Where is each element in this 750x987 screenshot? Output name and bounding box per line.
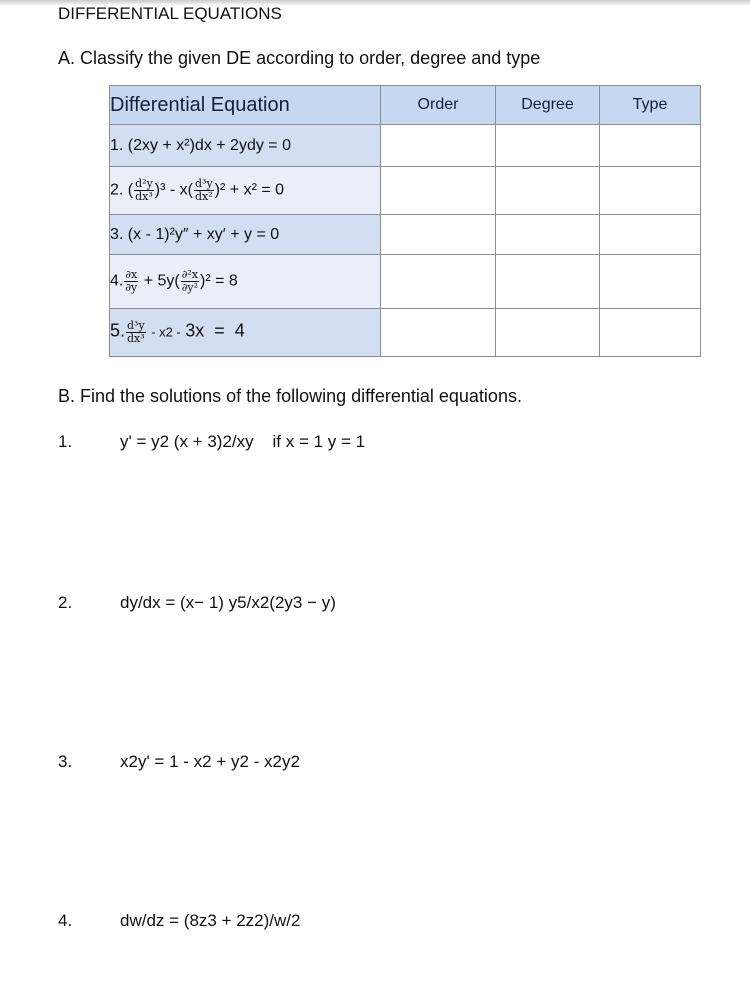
equation-part: + 5y( (143, 272, 180, 290)
problem-3 (58, 752, 300, 772)
equation-part: )² = 8 (200, 272, 238, 290)
degree-cell-3[interactable] (496, 215, 600, 255)
degree-cell-2[interactable] (496, 167, 600, 215)
order-cell-4[interactable] (381, 255, 496, 309)
degree-cell-4[interactable] (496, 255, 600, 309)
order-cell-5[interactable] (381, 309, 496, 357)
fraction-numerator: d²y (135, 177, 153, 190)
problem-number: 3. (58, 752, 73, 771)
equation-cell-4 (110, 255, 381, 309)
equation-part: )³ - x( (154, 181, 193, 199)
fraction-denominator: dx³ (127, 332, 145, 345)
fraction-denominator: dx³ (135, 190, 153, 203)
fraction-numerator: ∂x (125, 268, 138, 281)
problem-1 (58, 432, 365, 452)
equation-text: (x - 1)²y″ + xy′ + y = 0 (127, 225, 280, 243)
equation-cell-5 (110, 309, 381, 357)
fraction (194, 178, 214, 203)
problem-text: dw/dz = (8z3 + 2z2)/w/2 (120, 911, 301, 930)
fraction-denominator: dx² (195, 190, 213, 203)
type-cell-2[interactable] (600, 167, 701, 215)
equation-label: 4. (110, 272, 124, 290)
fraction-denominator: ∂y² (181, 281, 199, 294)
fraction-numerator: d³y (195, 177, 213, 190)
equation-label: 3. (110, 225, 124, 243)
equation-part: )² + x² = 0 (214, 181, 285, 199)
classification-table (109, 85, 701, 357)
section-a-instruction: A. Classify the given DE according to order, degree and type (58, 48, 541, 68)
order-cell-2[interactable] (381, 167, 496, 215)
header-order: Order (381, 86, 496, 125)
type-cell-5[interactable] (600, 309, 701, 357)
table-row (110, 215, 701, 255)
type-cell-1[interactable] (600, 125, 701, 167)
problem-2 (58, 593, 336, 613)
problem-text: y' = y2 (x + 3)2/xy if x = 1 y = 1 (120, 432, 366, 451)
problem-4 (58, 911, 300, 931)
problem-number: 2. (58, 593, 73, 612)
order-cell-1[interactable] (381, 125, 496, 167)
equation-cell-1 (110, 125, 381, 167)
document-heading: DIFFERENTIAL EQUATIONS (58, 4, 282, 23)
equation-part: ( (127, 181, 134, 199)
fraction-numerator: ∂²x (181, 268, 199, 281)
table-row (110, 167, 701, 215)
problem-number: 1. (58, 432, 73, 451)
table-row (110, 255, 701, 309)
table-header-row (110, 86, 701, 125)
fraction-denominator: ∂y (125, 281, 138, 294)
degree-cell-1[interactable] (496, 125, 600, 167)
fraction (126, 320, 146, 345)
problem-number: 4. (58, 911, 73, 930)
equation-part: 3x = 4 (185, 320, 245, 341)
fraction-numerator: d³y (127, 319, 145, 332)
table-row (110, 309, 701, 357)
header-degree: Degree (496, 86, 600, 125)
header-type: Type (600, 86, 701, 125)
equation-label: 2. (110, 181, 124, 199)
equation-text: (2xy + x²)dx + 2ydy = 0 (127, 136, 291, 154)
equation-part: - x2 - (151, 324, 181, 340)
fraction (124, 269, 138, 294)
degree-cell-5[interactable] (496, 309, 600, 357)
equation-cell-2 (110, 167, 381, 215)
equation-label: 1. (110, 136, 124, 154)
type-cell-4[interactable] (600, 255, 701, 309)
table-row (110, 125, 701, 167)
equation-cell-3 (110, 215, 381, 255)
problem-text: dy/dx = (x− 1) y5/x2(2y3 − y) (120, 593, 336, 612)
fraction (134, 178, 154, 203)
type-cell-3[interactable] (600, 215, 701, 255)
equation-label: 5. (110, 320, 126, 341)
order-cell-3[interactable] (381, 215, 496, 255)
fraction (181, 269, 199, 294)
problem-text: x2y' = 1 - x2 + y2 - x2y2 (120, 752, 300, 771)
section-b-instruction: B. Find the solutions of the following differential equations. (58, 386, 522, 406)
header-differential-equation: Differential Equation (110, 86, 381, 125)
